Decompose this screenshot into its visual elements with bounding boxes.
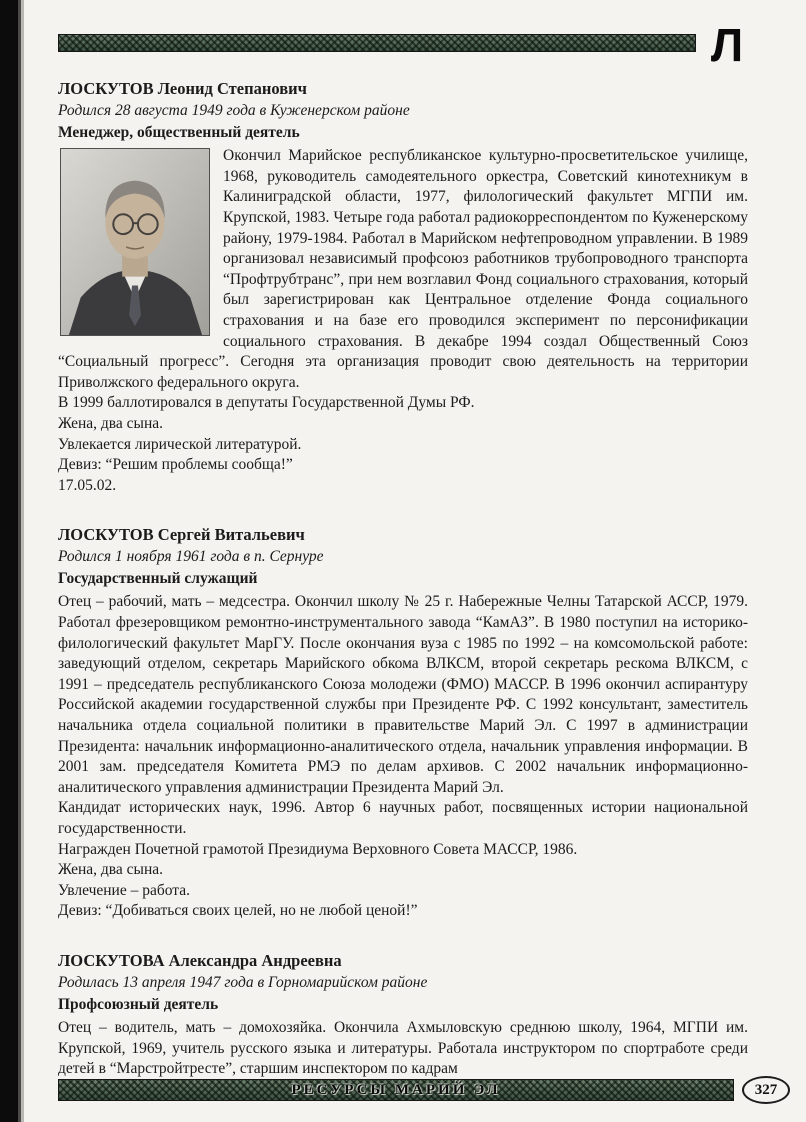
- entry-body: [58, 1018, 748, 1080]
- bio-paragraph: 17.05.02.: [58, 476, 117, 494]
- entry-body: [58, 146, 748, 496]
- biography-entry-loskutov-sergey: [58, 524, 748, 922]
- entry-name: ЛОСКУТОВА Александра Андреевна: [58, 950, 342, 970]
- entry-occupation: Менеджер, общественный деятель: [58, 123, 300, 141]
- bio-paragraph: Жена, два сына.: [58, 414, 164, 432]
- entry-name: ЛОСКУТОВ Сергей Витальевич: [58, 525, 305, 545]
- bio-paragraph: Увлечение – работа.: [58, 881, 190, 899]
- bio-paragraph: Отец – рабочий, мать – медсестра. Окончил школу № 25 г. Набережные Челны Татарской АССР, 1979. Работал фрезеровщиком ремонтно-инструментального завода “КамАЗ”. В 1980 поступил на историко-филологический факультет МарГУ. После окончания вуза с 1985 по 1992 – на комсомольской работе: заведующий отделом, секретарь Марийского обкома ВЛКСМ, второй секретарь рескома ВЛКСМ, с 1991 – председатель республиканского Союза молодежи (ФМО) МАССР. В 1996 окончил аспирантуру Российской академии государственной службы при Президенте РФ. С 1992 консультант, заместитель начальника отдела социальной политики в правительстве Марий Эл. С 1997 в администрации Президента: начальник информационно-аналитического отдела, начальник управления информации. В 2001 зам. председателя Комитета РМЭ по делам архивов. С 2002 начальник информационно-аналитического управления администрации Президента Марий Эл.: [58, 593, 748, 796]
- page-number: 327: [754, 1081, 778, 1098]
- biography-entry-loskutova-aleksandra: [58, 950, 748, 1080]
- bio-paragraph: Девиз: “Решим проблемы сообща!”: [58, 456, 293, 474]
- scan-edge-strip: [0, 0, 24, 1122]
- entry-birth-line: Родился 1 ноября 1961 года в п. Сернуре: [58, 548, 324, 566]
- bio-paragraph: В 1999 баллотировался в депутаты Государственной Думы РФ.: [58, 394, 475, 412]
- bio-paragraph: Кандидат исторических наук, 1996. Автор 6 научных работ, посвященных истории национальной государственности.: [58, 799, 748, 837]
- portrait-photo: [60, 148, 210, 336]
- footer-title: РЕСУРСЫ МАРИЙ ЭЛ: [291, 1081, 501, 1098]
- entry-occupation: Профсоюзный деятель: [58, 995, 219, 1013]
- bio-paragraph: Награжден Почетной грамотой Президиума Верховного Совета МАССР, 1986.: [58, 840, 578, 858]
- page-number-badge: [742, 1076, 790, 1104]
- footer-ornament-bar: [58, 1079, 734, 1101]
- page-header: [58, 19, 748, 71]
- entry-body: [58, 592, 748, 922]
- bio-paragraph: Девиз: “Добиваться своих целей, но не любой ценой!”: [58, 902, 418, 920]
- section-letter: Л: [710, 19, 744, 71]
- bio-paragraph: Жена, два сына.: [58, 861, 164, 879]
- bio-paragraph: Отец – водитель, мать – домохозяйка. Окончила Ахмыловскую среднюю школу, 1964, МГПИ им. Крупской, 1969, учитель русского языка и литературы. Работала инструктором по спортработе среди детей в “Марстройтресте”, старшим инспектором по кадрам: [58, 1019, 748, 1078]
- biography-entry-loskutov-leonid: [58, 78, 748, 496]
- entry-birth-line: Родилась 13 апреля 1947 года в Горномарийском районе: [58, 973, 428, 991]
- portrait-illustration: [61, 149, 209, 335]
- bio-paragraph: Окончил Марийское республиканское культурно-просветительское училище, 1968, руководитель самодеятельного оркестра, Советский кинотехникум в Калиниградской области, 1977, филологический факультет МГПИ им. Крупской, 1983. Четыре года работал радиокорреспондентом по Куженерскому району, 1979-1984. Работал в Марийском нефтепроводном управлении. В 1989 организовал независимый профсоюз работников трубопроводного транспорта “Профтрубтранс”, при нем возглавил Фонд социального страхования, который был зарегистрирован как Центральное отделение Фонда социального страхования и на базе его проводился эксперимент по персонификации социального страхования. В декабре 1994 создал Общественный Союз “Социальный прогресс”. Сегодня эта организация проводит свою деятельность на территории Приволжского федерального округа.: [58, 147, 748, 391]
- page-content: [58, 19, 748, 1080]
- page-footer: [58, 1076, 790, 1104]
- entry-name: ЛОСКУТОВ Леонид Степанович: [58, 79, 307, 98]
- header-ornament-bar: [58, 34, 696, 52]
- entry-birth-line: Родился 28 августа 1949 года в Куженерском районе: [58, 102, 410, 119]
- bio-paragraph: Увлекается лирической литературой.: [58, 435, 302, 453]
- entry-occupation: Государственный служащий: [58, 569, 258, 587]
